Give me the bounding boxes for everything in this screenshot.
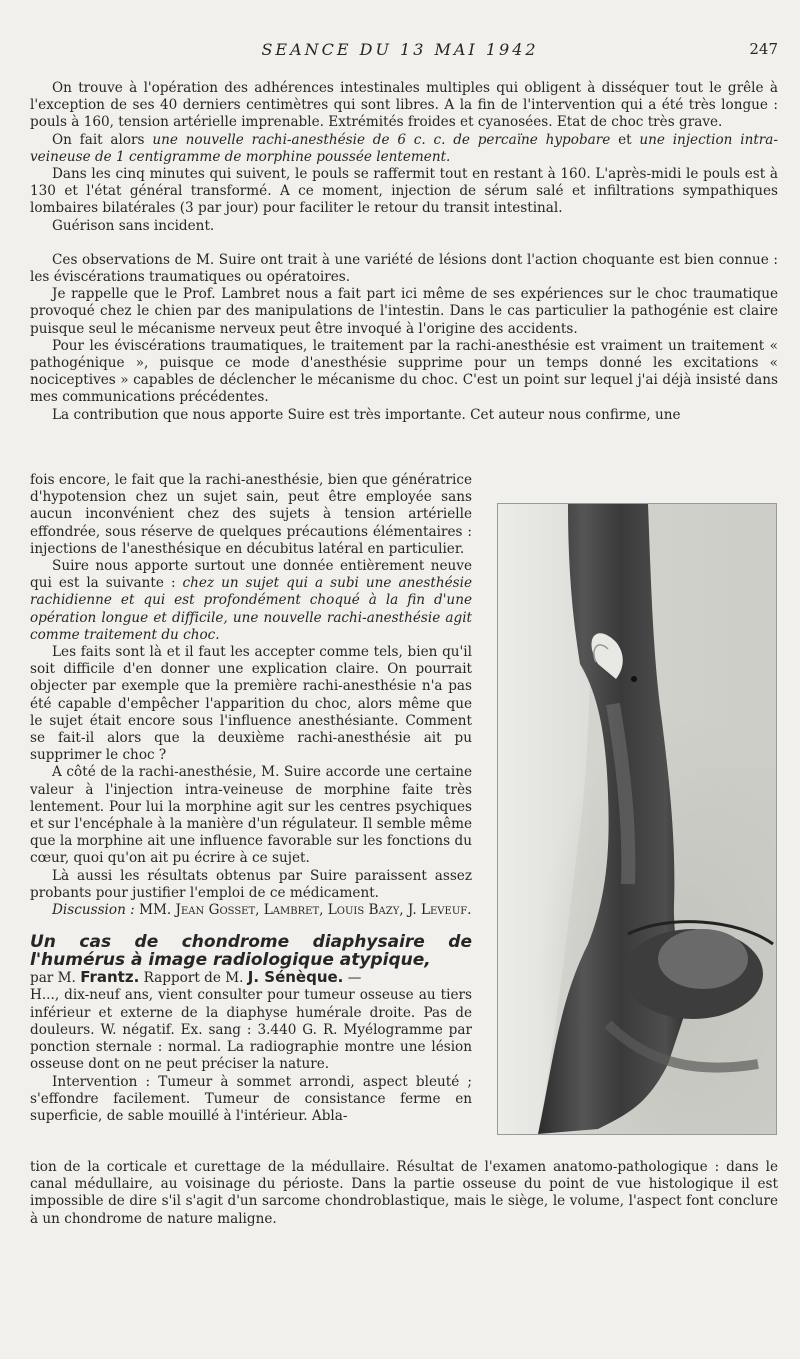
running-title: SEANCE DU 13 MAI 1942	[261, 40, 539, 59]
case-paragraph: On fait alors une nouvelle rachi-anesthésie de 6 c. c. de percaïne hypobare et une injection intra-veineuse de 1 centigramme de morphine poussée lentement.	[30, 131, 778, 165]
full-width-text-top	[30, 80, 778, 424]
comment-paragraph: Suire nous apporte surtout une donnée entièrement neuve qui est la suivante : chez un sujet qui a subi une anesthésie rachidienne et qui est profondément choqué à la fin d'une opération longue et difficile, une nouvelle rachi-anesthésie agit comme traitement du choc.	[30, 558, 472, 643]
section-byline: par M. Frantz. Rapport de M. J. Sénèque. —	[30, 968, 362, 987]
case-paragraph: Dans les cinq minutes qui suivent, le pouls se raffermit tout en restant à 160. L'après-midi le pouls est à 130 et l'état général transformé. A ce moment, injection de sérum salé et infiltrations sympathiques lombaires bilatérales (3 par jour) pour faciliter le retour du transit intestinal.	[30, 166, 778, 217]
section-paragraph: Intervention : Tumeur à sommet arrondi, aspect bleuté ; s'effondre facilement. Tumeur de consistance ferme en superficie, de sable mouillé à l'intérieur. Abla-	[30, 1073, 472, 1124]
case-paragraph: Guérison sans incident.	[52, 217, 215, 234]
section-paragraph: H..., dix-neuf ans, vient consulter pour tumeur osseuse au tiers inférieur et externe de la diaphyse humérale droite. Pas de douleurs. W. négatif. Ex. sang : 3.440 G. R. Myélogramme par ponction sternale : normal. La radiographie montre une lésion osseuse dont on ne peut préciser la nature.	[30, 987, 472, 1073]
full-width-text-bottom	[30, 1159, 778, 1228]
wrapped-text-column	[30, 472, 472, 1125]
comment-paragraph: fois encore, le fait que la rachi-anesthésie, bien que génératrice d'hypotension chez un sujet sain, peut être employée sans aucun inconvénient chez des sujets à tension artérielle effondrée, sous réserve de quelques précautions élémentaires : injections de l'anesthésique en décubitus latéral en particulier.	[30, 472, 472, 557]
section-paragraph: tion de la corticale et curettage de la médullaire. Résultat de l'examen anatomo-pathologique : dans le canal médullaire, au voisinage du périoste. Dans la partie osseuse du point de vue histologique il est impossible de dire s'il s'agit d'un sarcome chondroblastique, mais le siège, le volume, l'aspect font conclure à un chondrome de nature maligne.	[30, 1159, 778, 1227]
radiograph-figure	[497, 503, 777, 1135]
case-paragraph: On trouve à l'opération des adhérences intestinales multiples qui obligent à disséquer tout le grêle à l'exception de ses 40 derniers centimètres qui sont libres. A la fin de l'intervention qui a été très longue : pouls à 160, tension artérielle imprenable. Extrémités froides et cyanosées. Etat de choc très grave.	[30, 80, 778, 131]
comment-paragraph: La contribution que nous apporte Suire est très importante. Cet auteur nous confirme, une	[52, 406, 681, 423]
humerus-xray-image	[498, 504, 776, 1134]
comment-paragraph: A côté de la rachi-anesthésie, M. Suire accorde une certaine valeur à l'injection intra-veineuse de morphine faite très lentement. Pour lui la morphine agit sur les centres psychiques et sur l'encéphale à la manière d'un régulateur. Il semble même que la morphine ait une influence favorable sur les fonctions du cœur, quoi qu'on ait pu écrire à ce sujet.	[30, 764, 472, 867]
comment-paragraph: Là aussi les résultats obtenus par Suire paraissent assez probants pour justifier l'emploi de ce médicament.	[30, 867, 472, 901]
comment-paragraph: Ces observations de M. Suire ont trait à une variété de lésions dont l'action choquante est bien connue : les éviscérations traumatiques ou opératoires.	[30, 251, 778, 286]
discussion-line: Discussion : MM. Jean Gosset, Lambret, Louis Bazy, J. Leveuf.	[52, 902, 472, 919]
section-title: Un cas de chondrome diaphysaire de l'humérus à image radiologique atypique,	[30, 932, 472, 971]
comment-paragraph: Je rappelle que le Prof. Lambret nous a fait part ici même de ses expériences sur le choc traumatique provoqué chez le chien par des manipulations de l'intestin. Dans le cas particulier la pathogénie est claire puisque seul le mécanisme nerveux peut être invoqué à l'origine des accidents.	[30, 286, 778, 337]
comment-paragraph: Les faits sont là et il faut les accepter comme tels, bien qu'il soit difficile d'en donner une explication claire. On pourrait objecter par exemple que la première rachi-anesthésie n'a pas été capable d'empêcher l'apparition du choc, alors même que le sujet était encore sous l'influence anesthésiante. Comment se fait-il alors que la deuxième rachi-anesthésie ait pu supprimer le choc ?	[30, 644, 472, 764]
comment-paragraph: Pour les éviscérations traumatiques, le traitement par la rachi-anesthésie est vraiment un traitement « pathogénique », puisque ce mode d'anesthésie supprime pour un temps donné les excitations « nociceptives » capables de déclencher le mécanisme du choc. C'est un point sur lequel j'ai déjà insisté dans mes communications précédentes.	[30, 337, 778, 406]
page-number: 247	[749, 40, 778, 58]
page-header	[0, 40, 800, 64]
